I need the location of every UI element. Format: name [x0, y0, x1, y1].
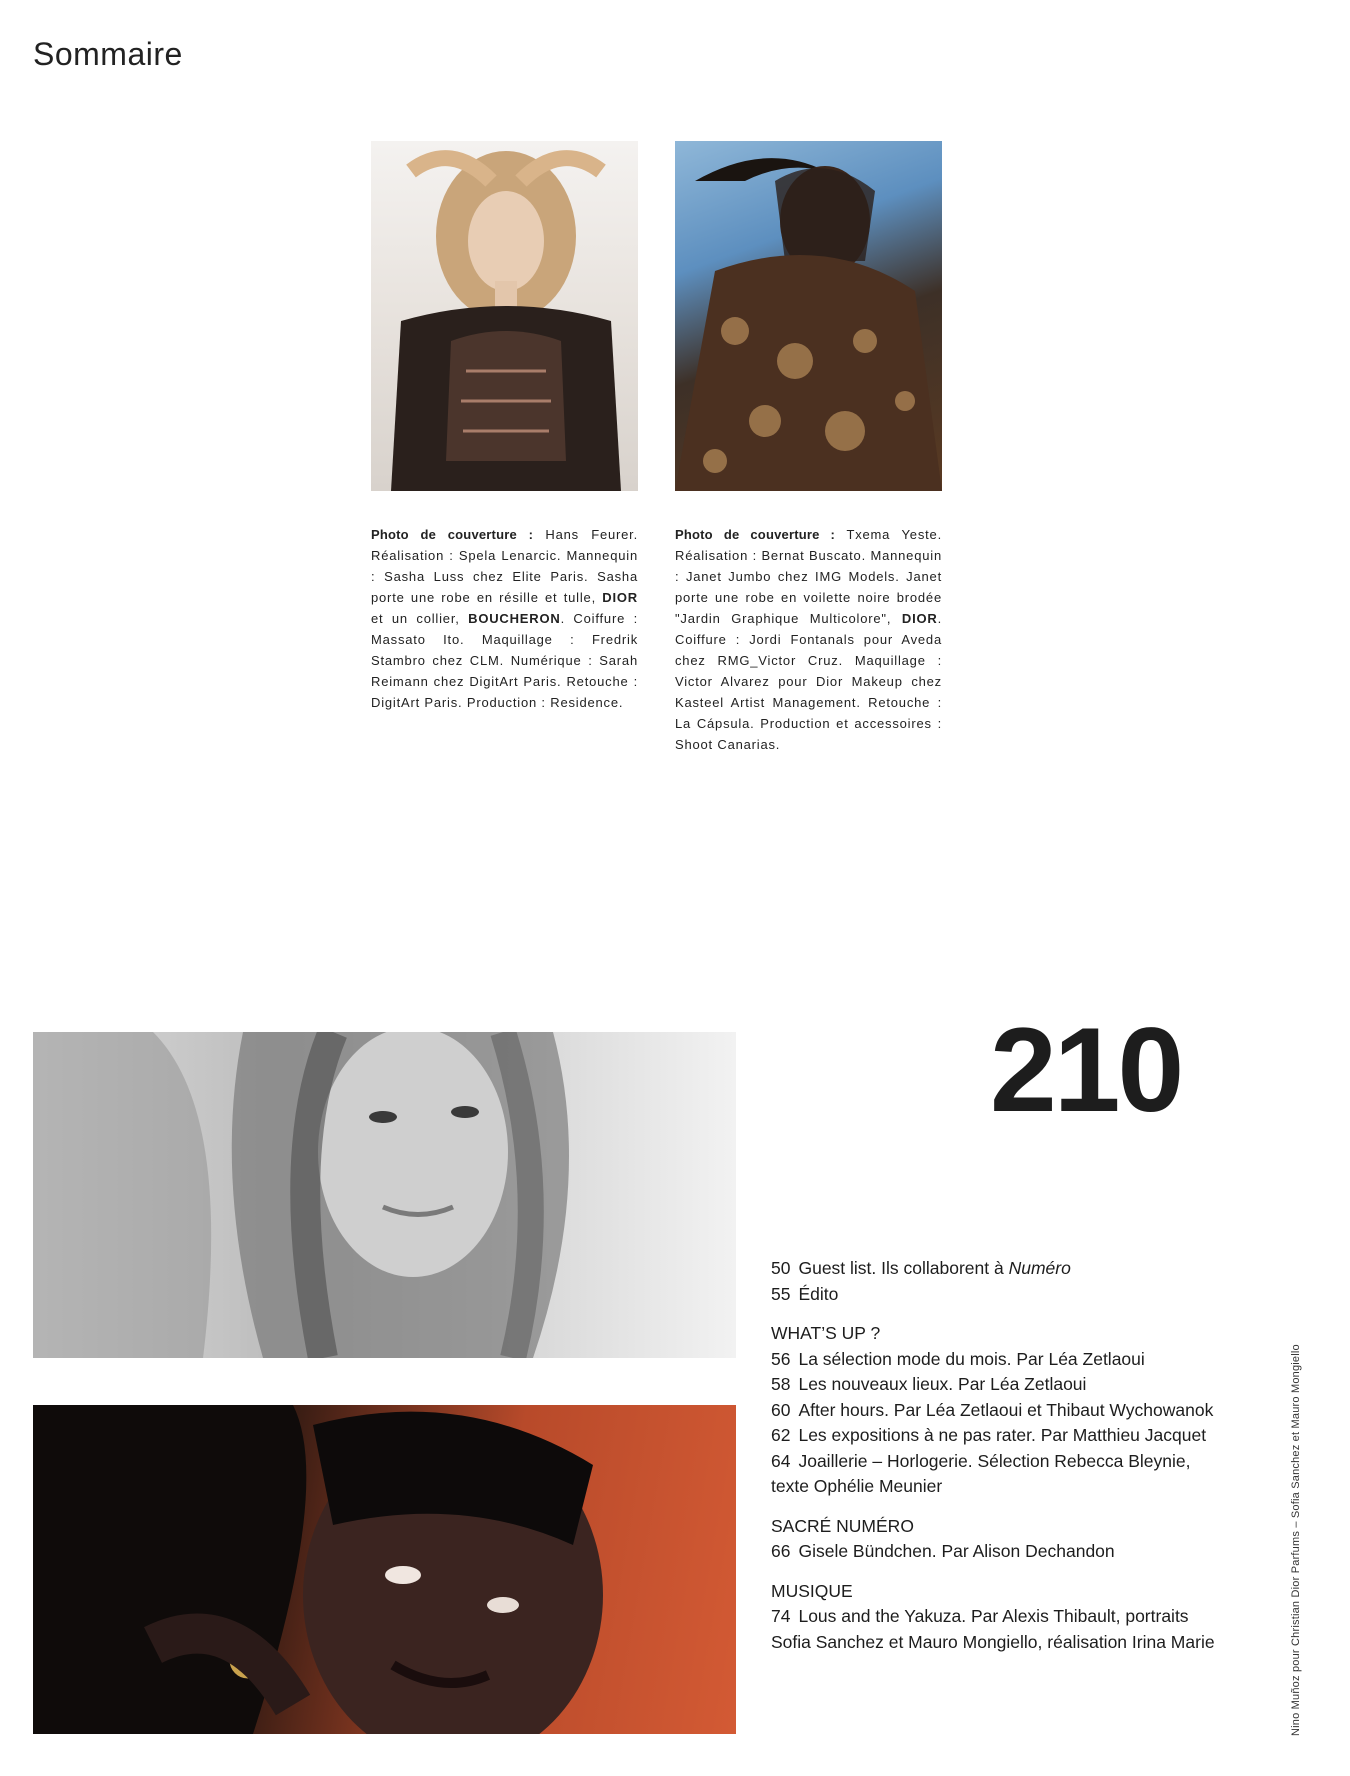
credit-text: . Coiffure : Massato Ito. Maquillage : Fredrik Stambro chez CLM. Numérique : Sarah Reimann chez DigitArt Paris. Retouche : DigitArt Paris. Production : Residence. [371, 611, 638, 710]
toc-entry[interactable] [771, 1449, 1231, 1500]
cover-credit-2 [675, 524, 942, 755]
credit-text: . Coiffure : Jordi Fontanals pour Aveda chez RMG_Victor Cruz. Maquillage : Victor Alvarez pour Dior Makeup chez Kasteel Artist Management. Retouche : La Cápsula. Production et accessoires : Shoot Canarias. [675, 611, 942, 752]
entry-title: Joaillerie – Horlogerie. Sélection Rebecca Bleynie, texte Ophélie Meunier [771, 1450, 1191, 1496]
credit-text: Txema Yeste. Réalisation : Bernat Buscato. Mannequin : Janet Jumbo chez IMG Models. Janet porte une robe en voilette noire brodée "Jardin Graphique Multicolore", [675, 527, 942, 626]
portrait-bw-icon [33, 1032, 736, 1358]
credit-text: et un collier, [371, 611, 469, 626]
entry-title: Gisele Bündchen. Par Alison Dechandon [798, 1541, 1115, 1561]
feature-photo-bw [33, 1032, 736, 1358]
entry-title: After hours. Par Léa Zetlaoui et Thibaut Wychowanok [798, 1399, 1214, 1420]
credit-label: Photo de couverture : [371, 527, 534, 542]
toc-entry[interactable] [771, 1256, 1231, 1282]
credit-brand: DIOR [901, 611, 938, 626]
toc-entry[interactable] [771, 1604, 1231, 1655]
credit-text: Hans Feurer. Réalisation : Spela Lenarcic. Mannequin : Sasha Luss chez Elite Paris. Sasha porte une robe en résille et tulle, [371, 527, 638, 605]
entry-title: Lous and the Yakuza. Par Alexis Thibault, portraits Sofia Sanchez et Mauro Mongiello, réalisation Irina Marie [771, 1606, 1215, 1652]
entry-title: La sélection mode du mois. Par Léa Zetlaoui [798, 1348, 1145, 1369]
cover-credit-1 [371, 524, 638, 713]
entry-title: Les nouveaux lieux. Par Léa Zetlaoui [798, 1374, 1087, 1394]
toc-intro [771, 1256, 1231, 1307]
toc-entry[interactable] [771, 1347, 1231, 1373]
page-number: 64 [771, 1450, 791, 1471]
model-portrait-icon [371, 141, 638, 491]
page-number: 56 [771, 1348, 791, 1369]
section-heading: MUSIQUE [771, 1580, 853, 1601]
page-number: 58 [771, 1374, 791, 1394]
cover-photo-2 [675, 141, 942, 491]
toc-entry[interactable] [771, 1372, 1231, 1398]
toc-entry[interactable] [771, 1423, 1231, 1449]
credit-label: Photo de couverture : [675, 527, 836, 542]
magazine-name: Numéro [1008, 1258, 1071, 1278]
photo-credit-vertical: Nino Muñoz pour Christian Dior Parfums – Sofia Sanchez et Mauro Mongiello [1290, 1344, 1302, 1736]
feature-photo-color [33, 1405, 736, 1734]
model-veil-icon [675, 141, 942, 491]
toc-section-sacre-numero [771, 1514, 1231, 1565]
section-heading: SACRÉ NUMÉRO [771, 1515, 914, 1536]
section-heading: WHAT’S UP ? [771, 1323, 881, 1343]
toc-entry[interactable] [771, 1539, 1231, 1565]
page-number: 55 [771, 1283, 791, 1304]
portrait-color-icon [33, 1405, 736, 1734]
toc-entry[interactable] [771, 1398, 1231, 1424]
toc-entry[interactable] [771, 1282, 1231, 1308]
cover-photo-1 [371, 141, 638, 491]
toc-section-musique [771, 1579, 1231, 1656]
entry-title: Guest list. Ils collaborent à [798, 1258, 1009, 1278]
page-number: 60 [771, 1399, 791, 1420]
page-number: 74 [771, 1606, 791, 1626]
issue-number: 210 [990, 1003, 1182, 1137]
page-title: Sommaire [33, 36, 183, 72]
page-number: 66 [771, 1541, 791, 1561]
credit-brand: DIOR [602, 590, 638, 605]
entry-title: Édito [798, 1283, 839, 1304]
toc-section-whats-up [771, 1321, 1231, 1500]
page-number: 50 [771, 1258, 791, 1278]
credit-brand: BOUCHERON [468, 611, 561, 626]
entry-title: Les expositions à ne pas rater. Par Matthieu Jacquet [798, 1425, 1207, 1445]
page-number: 62 [771, 1425, 791, 1445]
table-of-contents [771, 1256, 1231, 1655]
